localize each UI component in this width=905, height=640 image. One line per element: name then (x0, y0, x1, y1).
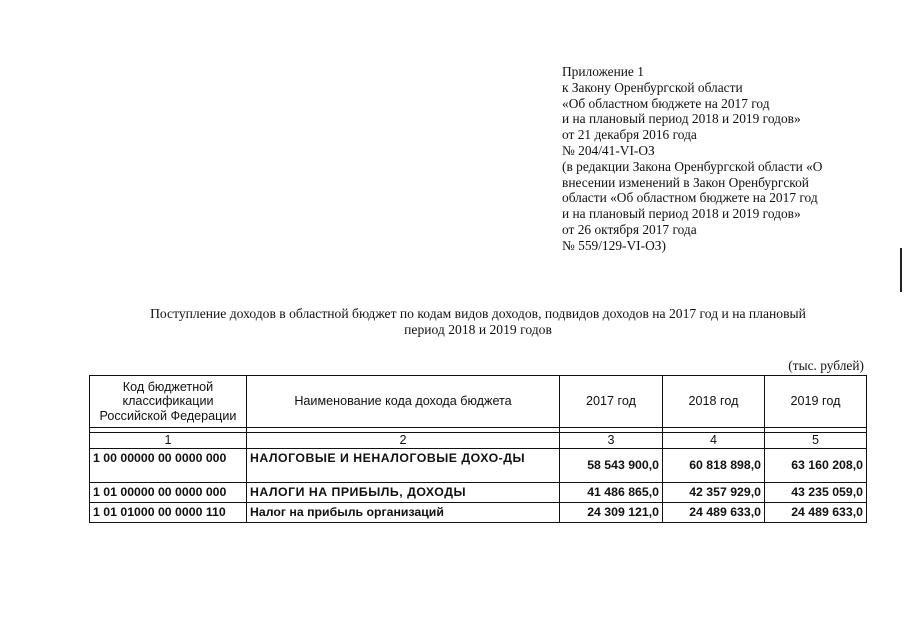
annex-header (562, 64, 862, 254)
row-value-2017: 24 309 121,0 (560, 503, 663, 523)
annex-line: (в редакции Закона Оренбургской области «О (562, 158, 823, 174)
annex-line: от 21 декабря 2016 года (562, 127, 697, 143)
row-value-2018: 24 489 633,0 (663, 503, 765, 523)
header-2018: 2018 год (663, 376, 765, 428)
row-code: 1 01 00000 00 0000 000 (90, 483, 247, 503)
table-row (90, 449, 867, 483)
column-number: 4 (663, 433, 765, 449)
annex-line: внесении изменений в Закон Оренбургской (562, 174, 809, 190)
scan-edge-mark (900, 248, 902, 292)
column-number: 2 (247, 433, 560, 449)
row-name: Налог на прибыль организаций (247, 503, 560, 523)
row-value-2019: 43 235 059,0 (765, 483, 867, 503)
header-2017: 2017 год (560, 376, 663, 428)
row-name (247, 449, 560, 483)
annex-line: области «Об областном бюджете на 2017 год (562, 190, 818, 206)
table-row (90, 503, 867, 523)
row-code: 1 00 00000 00 0000 000 (90, 449, 247, 483)
document-title-line-1: Поступление доходов в областной бюджет по кодам видов доходов, подвидов доходов на 2017 год и на плановый (150, 306, 806, 321)
annex-line: № 204/41-VI-ОЗ (562, 142, 655, 158)
row-value-2017: 41 486 865,0 (560, 483, 663, 503)
row-name-text: НАЛОГОВЫЕ И НЕНАЛОГОВЫЕ ДОХО-ДЫ (250, 451, 526, 465)
column-number: 5 (765, 433, 867, 449)
table-row (90, 483, 867, 503)
row-value-2017: 58 543 900,0 (560, 449, 663, 483)
document-title-line-2: период 2018 и 2019 годов (404, 322, 552, 337)
document-title (90, 306, 866, 338)
table-header-row (90, 376, 867, 428)
row-name (247, 483, 560, 503)
annex-line: и на плановый период 2018 и 2019 годов» (562, 206, 801, 222)
row-name-text: НАЛОГИ НА ПРИБЫЛЬ, ДОХОДЫ (250, 485, 467, 500)
annex-line: и на плановый период 2018 и 2019 годов» (562, 111, 801, 127)
revenue-table (89, 375, 867, 523)
units-label: (тыс. рублей) (788, 358, 864, 373)
row-value-2018: 60 818 898,0 (663, 449, 765, 483)
row-value-2018: 42 357 929,0 (663, 483, 765, 503)
column-number: 1 (90, 433, 247, 449)
annex-line: № 559/129-VI-ОЗ) (562, 237, 666, 253)
annex-line: к Закону Оренбургской области (562, 79, 743, 95)
row-value-2019: 24 489 633,0 (765, 503, 867, 523)
row-value-2019: 63 160 208,0 (765, 449, 867, 483)
header-2019: 2019 год (765, 376, 867, 428)
annex-line: «Об областном бюджете на 2017 год (562, 95, 770, 111)
column-number: 3 (560, 433, 663, 449)
annex-line: от 26 октября 2017 года (562, 221, 697, 237)
header-name: Наименование кода дохода бюджета (247, 376, 560, 428)
annex-line: Приложение 1 (562, 64, 644, 79)
column-number-row (90, 433, 867, 449)
header-code: Код бюджетной классификации Российской Федерации (90, 376, 247, 428)
row-code: 1 01 01000 00 0000 110 (90, 503, 247, 523)
